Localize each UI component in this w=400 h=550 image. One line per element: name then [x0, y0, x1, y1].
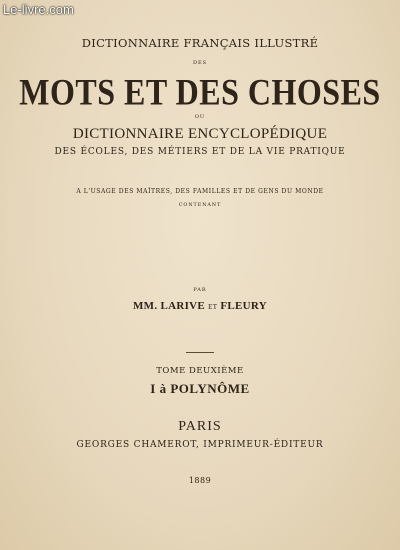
publisher: GEORGES CHAMEROT, IMPRIMEUR-ÉDITEUR [76, 440, 324, 450]
volume-range: I à POLYNÔME [150, 381, 250, 396]
author-fleury: FLEURY [220, 300, 267, 312]
audience-line: A L'USAGE DES MAÎTRES, DES FAMILLES ET DE GENS DU MONDE [76, 188, 324, 195]
watermark-logo: Le-livre.com [3, 2, 74, 17]
city: PARIS [178, 419, 222, 434]
by-label: PAR [193, 287, 207, 293]
author-larive: MM. LARIVE [133, 300, 206, 312]
authors [0, 300, 400, 312]
volume-label: TOME DEUXIÈME [156, 366, 244, 376]
series-title: DICTIONNAIRE FRANÇAIS ILLUSTRÉ [81, 36, 319, 50]
connector-ou: OU [194, 114, 206, 120]
connector-des: DES [192, 60, 208, 66]
subtitle: DICTIONNAIRE ENCYCLOPÉDIQUE [72, 126, 328, 142]
subtitle-2: DES ÉCOLES, DES MÉTIERS ET DE LA VIE PRATIQUE [54, 147, 346, 157]
divider-rule [186, 352, 214, 353]
year: 1889 [188, 476, 212, 485]
main-title: MOTS ET DES CHOSES [19, 71, 381, 113]
contenant-label: CONTENANT [178, 203, 222, 208]
authors-et: ET [208, 303, 218, 311]
